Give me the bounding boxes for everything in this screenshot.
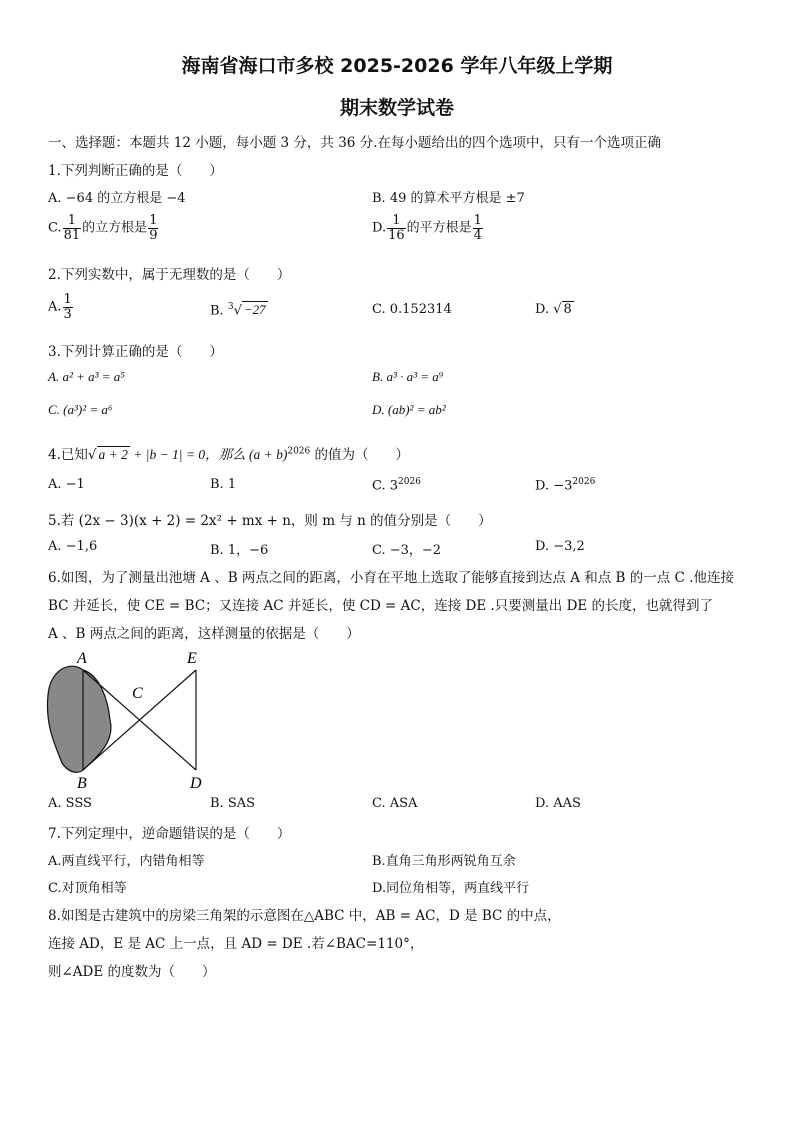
q5-option-d: D. −3,2: [535, 539, 585, 554]
q2-option-a: A. $\frac{1}{3}$: [48, 292, 72, 322]
q6-option-b: B. SAS: [210, 796, 256, 811]
point-c-label: C: [132, 685, 143, 702]
point-a-label: A: [77, 650, 87, 667]
q2-stem: 2.下列实数中，属于无理数的是（ ）: [48, 267, 291, 283]
q1-option-a: A. −64 的立方根是 −4: [48, 191, 186, 206]
q4-option-d: D. $-3^{2026}$: [535, 477, 596, 494]
q8-stem-line1: 8.如图是古建筑中的房梁三角架的示意图在△ABC 中，AB = AC，D 是 BC 的中点，: [48, 908, 561, 924]
q7-option-c: C.对顶角相等: [48, 881, 127, 896]
q7-option-a: A.两直线平行，内错角相等: [48, 854, 205, 869]
q1-stem: 1.下列判断正确的是（ ）: [48, 163, 223, 179]
q1-option-b: B. 49 的算术平方根是 ±7: [372, 191, 525, 206]
q3-option-a: A. a² + a³ = a⁵: [48, 369, 125, 384]
q3-option-b: B. a³ · a³ = a⁹: [372, 369, 444, 384]
section-heading: 一、选择题：本题共 12 小题，每小题 3 分，共 36 分.在每小题给出的四个选项中，只有一个选项正确: [48, 135, 661, 151]
q4-stem: 4.已知√ a + 2 + |b − 1| = 0，那么 $(a + b)^{2026}$ 的值为（ ）: [48, 446, 410, 463]
q6-option-d: D. AAS: [535, 796, 581, 811]
q4-option-b: B. 1: [210, 477, 237, 492]
q2-option-d: D. √ 8: [535, 302, 572, 317]
q5-option-b: B. 1，−6: [210, 543, 269, 558]
q7-option-d: D.同位角相等，两直线平行: [372, 881, 530, 896]
q6-option-c: C. ASA: [372, 796, 418, 811]
q4-option-a: A. −1: [48, 477, 85, 492]
q1-option-c: C. $\frac{1}{81}$ 的立方根是 $\frac{1}{9}$: [48, 213, 158, 243]
q5-option-c: C. −3，−2: [372, 543, 442, 558]
q3-option-c: C. (a³)² = a⁶: [48, 402, 113, 417]
point-d-label: D: [190, 775, 202, 790]
q6-pond-figure: [40, 645, 220, 790]
q8-stem-line2: 连接 AD，E 是 AC 上一点，且 AD = DE .若∠BAC=110°，: [48, 936, 424, 952]
q6-stem-line2: BC 并延长，使 CE = BC；又连接 AC 并延长，使 CD = AC，连接 DE .只要测量出 DE 的长度，也就得到了: [48, 598, 714, 614]
pond-shape: [47, 666, 111, 772]
exam-subtitle: 期末数学试卷: [339, 97, 454, 119]
q6-stem-line3: A 、B 两点之间的距离，这样测量的依据是（ ）: [48, 626, 360, 642]
q7-option-b: B.直角三角形两锐角互余: [372, 854, 516, 869]
point-b-label: B: [77, 775, 87, 790]
q5-stem: 5.若 (2x − 3)(x + 2) = 2x² + mx + n，则 m 与 n 的值分别是（ ）: [48, 513, 492, 529]
q4-option-c: C. $3^{2026}$: [372, 477, 421, 494]
q3-stem: 3.下列计算正确的是（ ）: [48, 344, 223, 360]
q3-option-d: D. (ab)² = ab²: [372, 402, 446, 417]
q2-option-c: C. 0.152314: [372, 302, 452, 317]
q6-stem-line1: 6.如图，为了测量出池塘 A 、B 两点之间的距离，小育在平地上选取了能够直接到达点 A 和点 B 的一点 C .他连接: [48, 570, 734, 586]
point-e-label: E: [187, 650, 197, 667]
q7-stem: 7.下列定理中，逆命题错误的是（ ）: [48, 826, 291, 842]
q6-option-a: A. SSS: [48, 796, 92, 811]
q8-stem-line3: 则∠ADE 的度数为（ ）: [48, 964, 216, 980]
exam-title: 海南省海口市多校 2025-2026 学年八年级上学期: [181, 55, 613, 77]
q1-option-d: D. $\frac{1}{16}$ 的平方根是 $\frac{1}{4}$: [372, 213, 482, 243]
q2-option-b: B. $^3$√ −27: [210, 302, 266, 319]
q5-option-a: A. −1,6: [48, 539, 98, 554]
